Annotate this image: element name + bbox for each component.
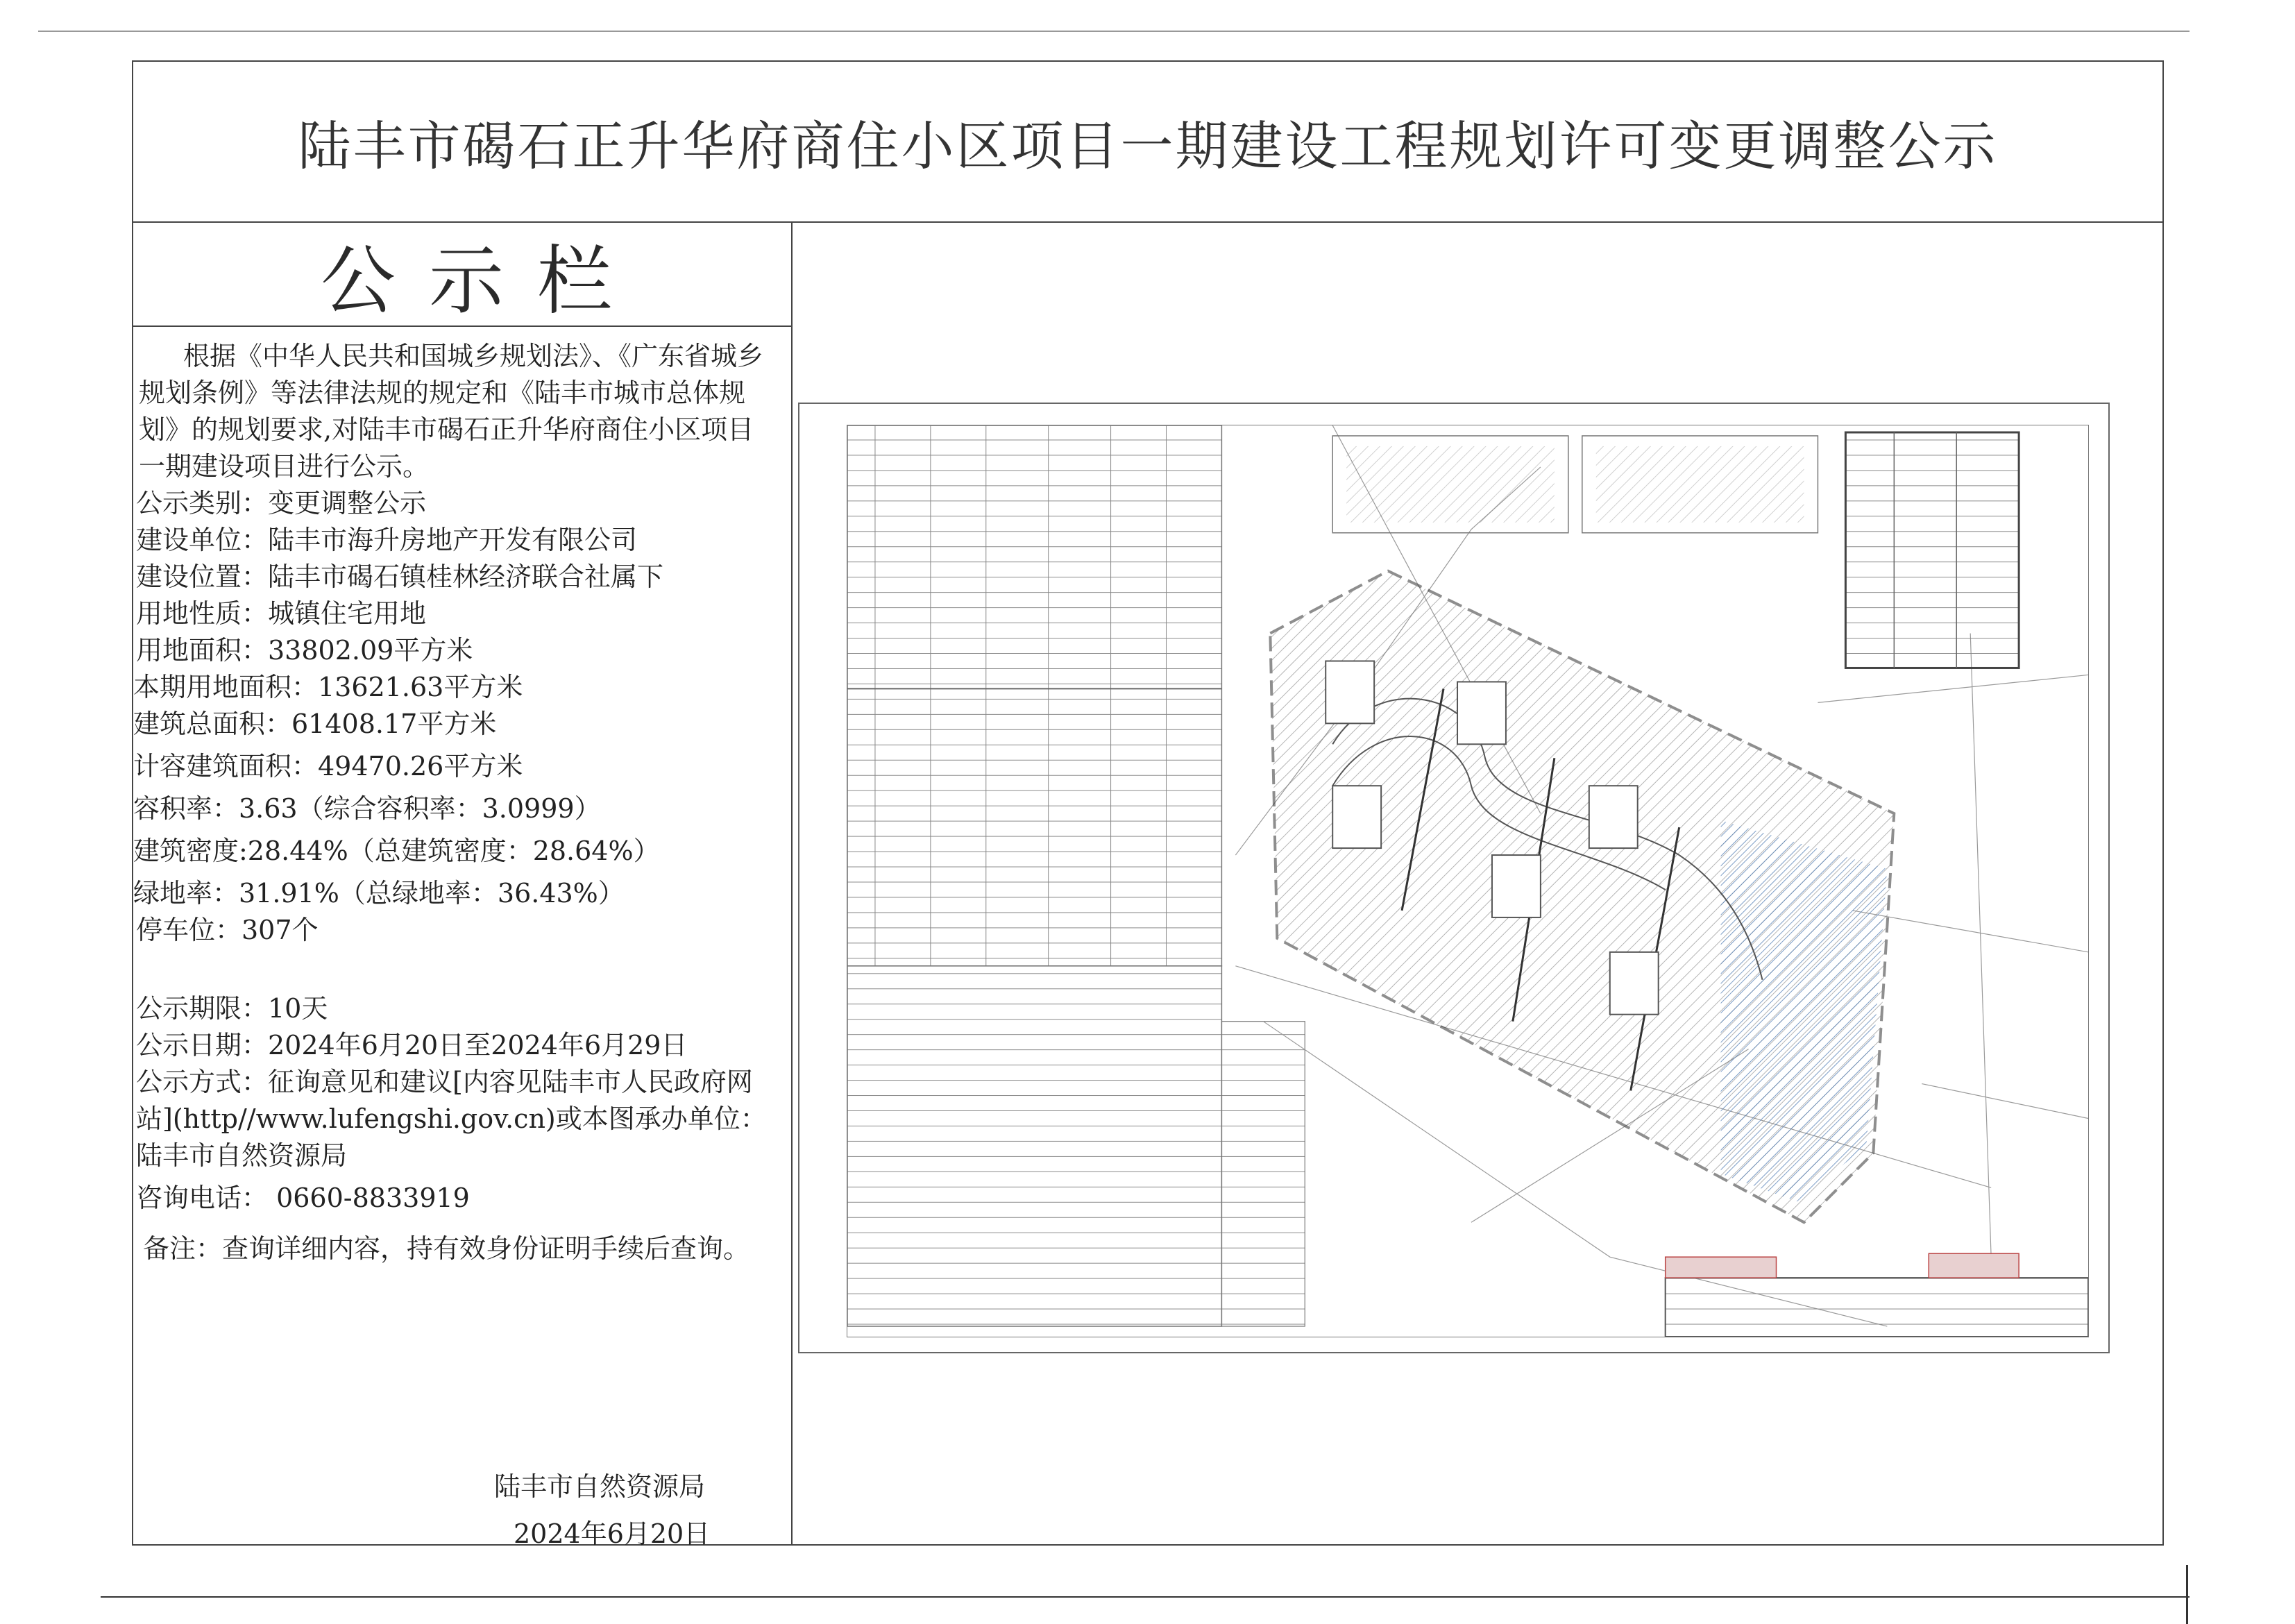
field-phase-area: 本期用地面积：13621.63平方米 bbox=[133, 672, 523, 702]
notice-period: 公示期限：10天 bbox=[136, 993, 328, 1024]
board-heading: 公示栏 bbox=[321, 237, 646, 325]
field-developer: 建设单位：陆丰市海升房地产开发有限公司 bbox=[136, 525, 638, 555]
scan-top-rule bbox=[38, 31, 2190, 32]
drawing-title-block bbox=[1666, 1253, 2088, 1337]
title-row bbox=[133, 62, 2162, 223]
notice-method: 公示方式：征询意见和建议[内容见陆丰市人民政府网站](http//www.lufengshi.gov.cn)或本图承办单位：陆丰市自然资源局 bbox=[136, 1067, 767, 1171]
design-notes bbox=[847, 966, 1305, 1326]
field-land-use: 用地性质：城镇住宅用地 bbox=[136, 598, 427, 629]
signature-date: 2024年6月20日 bbox=[514, 1519, 711, 1549]
site-plan-svg bbox=[847, 425, 2088, 1337]
field-counted-floor-area: 计容建筑面积：49470.26平方米 bbox=[133, 751, 523, 781]
field-total-floor-area: 建筑总面积：61408.17平方米 bbox=[133, 709, 497, 739]
notice-dates: 公示日期：2024年6月20日至2024年6月29日 bbox=[136, 1030, 688, 1060]
site-boundary bbox=[1270, 571, 1894, 1223]
site-plan-inner-border bbox=[847, 425, 2089, 1337]
board-heading-cell bbox=[133, 223, 791, 327]
scan-bottom-rule bbox=[101, 1596, 2190, 1598]
location-thumbnails bbox=[1332, 436, 1818, 533]
notice-phone: 咨询电话： 0660-8833919 bbox=[136, 1183, 470, 1213]
field-parking: 停车位：307个 bbox=[136, 915, 319, 945]
page-title: 陆丰市碣石正升华府商住小区项目一期建设工程规划许可变更调整公示 bbox=[298, 115, 1998, 177]
intro-paragraph: 根据《中华人民共和国城乡规划法》、《广东省城乡规划条例》等法律法规的规定和《陆丰市城市总体规划》的规划要求,对陆丰市碣石正升华府商住小区项目一期建设项目进行公示。 bbox=[139, 341, 764, 482]
field-far: 容积率：3.63（综合容积率：3.0999） bbox=[133, 793, 601, 824]
field-category: 公示类别：变更调整公示 bbox=[136, 488, 427, 518]
signature-org: 陆丰市自然资源局 bbox=[494, 1471, 706, 1502]
field-green-ratio: 绿地率：31.91%（总绿地率：36.43%） bbox=[133, 878, 625, 908]
field-location: 建设位置：陆丰市碣石镇桂林经济联合社属下 bbox=[136, 561, 664, 592]
indicator-table bbox=[847, 425, 1221, 966]
site-plan-drawing bbox=[798, 403, 2110, 1353]
notice-body bbox=[133, 327, 791, 1267]
field-land-area: 用地面积：33802.09平方米 bbox=[136, 635, 473, 666]
scan-side-mark bbox=[2186, 1565, 2188, 1624]
field-density: 建筑密度:28.44%（总建筑密度：28.64%） bbox=[133, 836, 660, 866]
notice-remark: 备注：查询详细内容，持有效身份证明手续后查询。 bbox=[143, 1233, 750, 1264]
notice-text-column bbox=[133, 223, 793, 1549]
legend-table bbox=[1845, 432, 2019, 668]
